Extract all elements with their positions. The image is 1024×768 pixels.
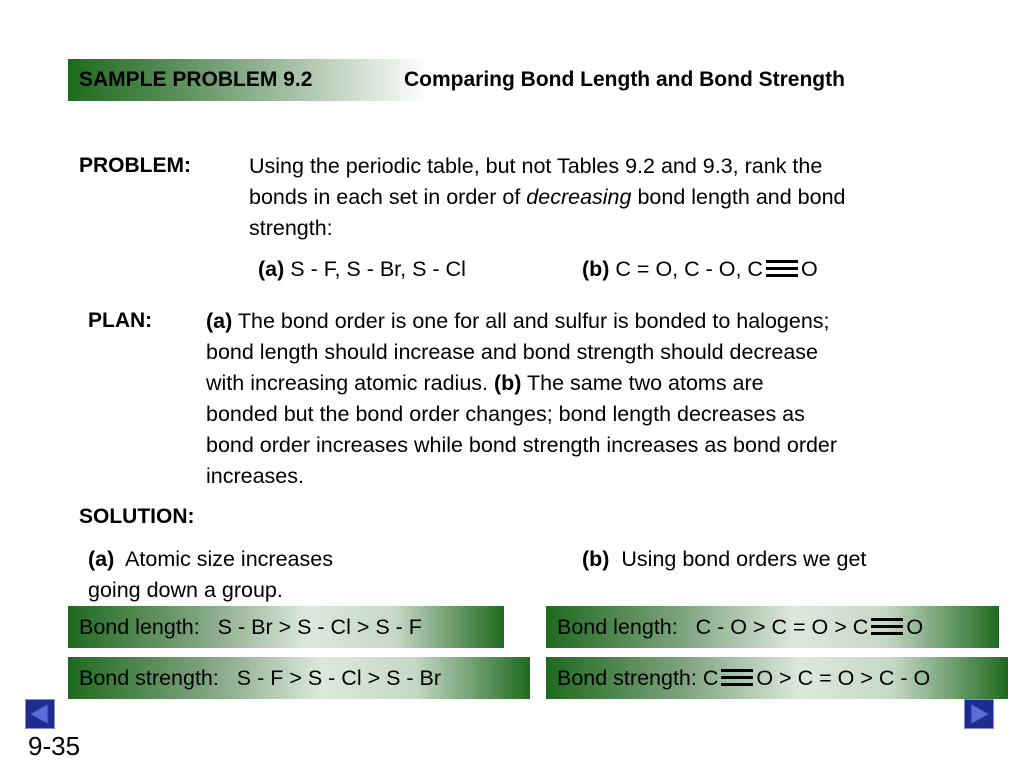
solution-b-label: (b) bbox=[582, 547, 610, 571]
part-b-bonds-end: O bbox=[800, 257, 818, 281]
plan-line-3 bbox=[206, 368, 996, 399]
solution-a-line-1 bbox=[88, 544, 518, 575]
plan-text-part: with increasing atomic radius. bbox=[206, 371, 494, 395]
plan-line-6: increases. bbox=[206, 464, 304, 488]
bond-strength-b-box bbox=[546, 657, 1008, 699]
plan-a-label: (a) bbox=[206, 309, 233, 333]
problem-line-2 bbox=[249, 182, 989, 213]
solution-a-label: (a) bbox=[88, 547, 115, 571]
sample-problem-label: SAMPLE PROBLEM 9.2 bbox=[79, 68, 313, 91]
problem-label: PROBLEM: bbox=[79, 154, 191, 177]
problem-line-3: strength: bbox=[249, 216, 333, 240]
solution-a-line-2: going down a group. bbox=[88, 578, 283, 602]
plan-b-label: (b) bbox=[493, 371, 522, 395]
problem-part-a bbox=[258, 254, 466, 285]
bond-length-b-text: Bond length: C - O > C = O > C bbox=[557, 615, 869, 639]
problem-text-part: bond length and bond bbox=[631, 185, 846, 209]
triple-bond-icon bbox=[868, 616, 906, 636]
problem-text bbox=[249, 151, 989, 244]
bond-length-b-box bbox=[546, 606, 999, 648]
solution-part-a-text bbox=[88, 544, 518, 606]
plan-text-part: The same two atoms are bbox=[521, 371, 764, 395]
solution-b-text: Using bond orders we get bbox=[609, 547, 867, 571]
problem-text-part: bonds in each set in order of bbox=[249, 185, 527, 209]
bond-strength-b-text: Bond strength: C bbox=[557, 666, 719, 690]
page-title: Comparing Bond Length and Bond Strength bbox=[404, 68, 845, 91]
previous-slide-button[interactable] bbox=[25, 699, 55, 729]
problem-part-b bbox=[582, 254, 818, 285]
bond-strength-a-box: Bond strength: S - F > S - Cl > S - Br bbox=[68, 657, 530, 699]
plan-label: PLAN: bbox=[88, 309, 153, 332]
part-b-label: (b) bbox=[582, 257, 610, 281]
plan-line-1 bbox=[206, 306, 996, 337]
next-slide-button[interactable] bbox=[964, 699, 994, 729]
bond-length-a-box: Bond length: S - Br > S - Cl > S - F bbox=[68, 606, 504, 648]
decreasing-emphasis: decreasing bbox=[526, 185, 632, 209]
part-b-bonds: C = O, C - O, C bbox=[609, 257, 763, 281]
part-a-bonds: S - F, S - Br, S - Cl bbox=[284, 257, 466, 281]
plan-line-4: bonded but the bond order changes; bond length decreases as bbox=[206, 402, 805, 426]
part-a-label: (a) bbox=[258, 257, 285, 281]
problem-line-1: Using the periodic table, but not Tables 9.2 and 9.3, rank the bbox=[249, 154, 823, 178]
plan-line-5: bond order increases while bond strength increases as bond order bbox=[206, 433, 838, 457]
solution-a-text: Atomic size increases bbox=[114, 547, 333, 571]
triple-bond-icon bbox=[763, 258, 801, 278]
plan-text-part: The bond order is one for all and sulfur is bonded to halogens; bbox=[232, 309, 830, 333]
solution-part-b-text bbox=[582, 544, 866, 575]
bond-strength-b-end: O > C = O > C - O bbox=[756, 666, 931, 690]
triple-bond-icon bbox=[718, 667, 756, 687]
plan-line-2: bond length should increase and bond strength should decrease bbox=[206, 340, 819, 364]
slide-number: 9-35 bbox=[28, 731, 81, 761]
plan-text bbox=[206, 306, 996, 492]
bond-length-b-end: O bbox=[906, 615, 924, 639]
solution-label: SOLUTION: bbox=[79, 505, 195, 528]
left-triangle-icon bbox=[25, 699, 55, 729]
right-triangle-icon bbox=[964, 699, 994, 729]
